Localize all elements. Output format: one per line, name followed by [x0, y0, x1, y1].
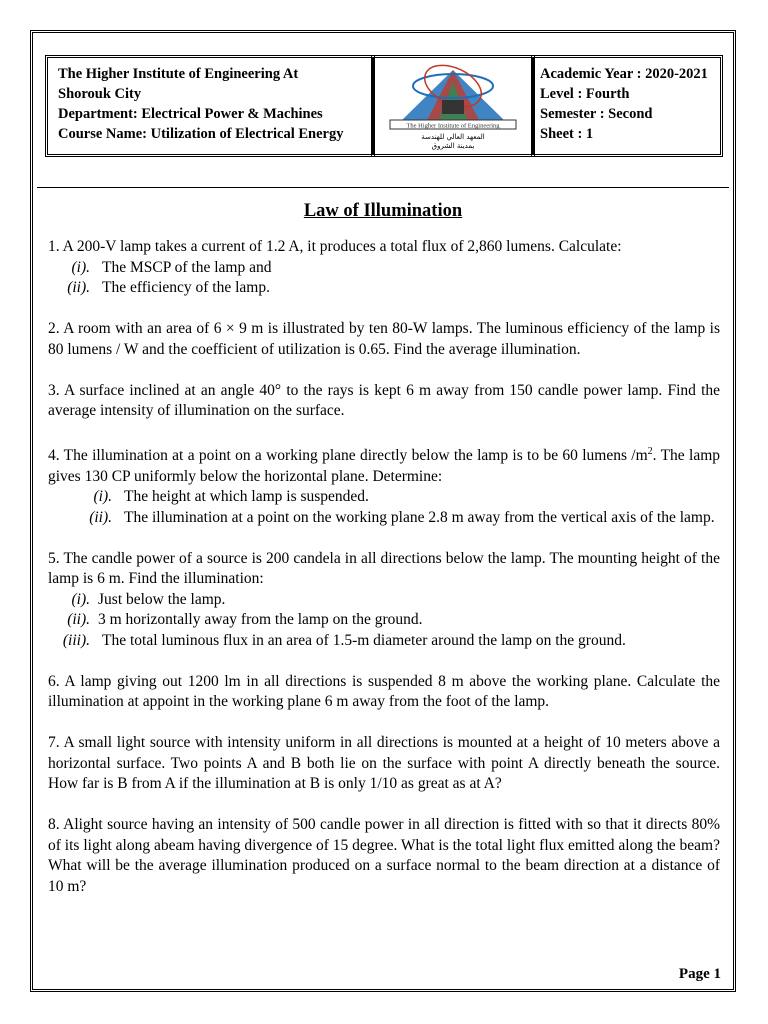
sub-item: (iii). The total luminous flux in an area of 1.5-m diameter around the lamp on the ground.	[62, 631, 626, 649]
question-7: 7. A small light source with intensity uniform in all directions is mounted at a height of 10 meters above a horizontal surface. Two points A and B both lie on the surface with point A directly beneath the source. How far is B from A if the illumination at B is only 1/10 as great as at A?	[48, 734, 720, 793]
sub-item: (ii). The illumination at a point on the working plane 2.8 m away from the vertical axis of the lamp.	[89, 508, 715, 526]
institute-logo-icon	[380, 60, 526, 152]
course-name: Course Name: Utilization of Electrical Energy	[58, 126, 344, 142]
institute-name-line1: The Higher Institute of Engineering At	[58, 66, 299, 82]
question-2: 2. A room with an area of 6 × 9 m is illustrated by ten 80-W lamps. The luminous efficiency of the lamp is 80 lumens / W and the coefficient of utilization is 0.65. Find the average illumination.	[48, 320, 720, 358]
page-title: Law of Illumination	[303, 201, 463, 221]
question-text: 5. The candle power of a source is 200 candela in all directions below the lamp. The mounting height of the lamp is 6 m. Find the illumination:	[48, 549, 720, 588]
question-8: 8. Alight source having an intensity of 500 candle power in all direction is fitted with so that it directs 80% of its light along abeam having divergence of 15 degree. What is the total light flux emitted along the beam? What will be the average illumination produced on a surface normal to the beam direction at a distance of 10 m?	[48, 816, 720, 895]
question-6: 6. A lamp giving out 1200 lm in all directions is suspended 8 m above the working plane. Calculate the illumination at appoint in the working plane 6 m away from the foot of the lamp.	[48, 672, 720, 711]
sheet-number: Sheet : 1	[540, 126, 594, 142]
page-frame	[30, 30, 736, 992]
question-4	[48, 442, 720, 528]
sub-item: (i). The MSCP of the lamp and	[71, 258, 272, 276]
question-1	[48, 237, 720, 299]
logo-arabic-line2: بمدينة الشروق	[431, 142, 475, 150]
logo-box	[371, 55, 535, 157]
academic-info-box	[531, 55, 723, 157]
level: Level : Fourth	[540, 86, 630, 102]
sub-item: (i). Just below the lamp.	[71, 590, 226, 608]
sub-item: (ii). The efficiency of the lamp.	[67, 279, 270, 296]
semester: Semester : Second	[540, 106, 653, 122]
logo-arabic-line1: المعهد العالي للهندسة	[421, 133, 485, 141]
institute-name-line2: Shorouk City	[58, 86, 142, 102]
questions-list	[48, 237, 720, 918]
institute-info-box	[45, 55, 375, 157]
question-5	[48, 549, 720, 652]
department: Department: Electrical Power & Machines	[58, 106, 323, 122]
sub-item: (i). The height at which lamp is suspended.	[93, 488, 369, 506]
question-3: 3. A surface inclined at an angle 40° to the rays is kept 6 m away from 150 candle power lamp. Find the average intensity of illumination on the surface.	[48, 381, 720, 419]
logo-banner-text: The Higher Institute of Engineering	[406, 122, 500, 130]
academic-year: Academic Year : 2020-2021	[540, 66, 708, 82]
sub-item: (ii). 3 m horizontally away from the lamp on the ground.	[67, 611, 423, 629]
header	[37, 37, 729, 188]
question-text: 1. A 200-V lamp takes a current of 1.2 A, it produces a total flux of 2,860 lumens. Calculate:	[48, 238, 622, 255]
page-number: Page 1	[678, 966, 721, 982]
question-text: 4. The illumination at a point on a working plane directly below the lamp is to be 60 lumens $/m^2$. The lamp gives 130 CP uniformly below the horizontal plane. Determine:	[48, 446, 720, 485]
